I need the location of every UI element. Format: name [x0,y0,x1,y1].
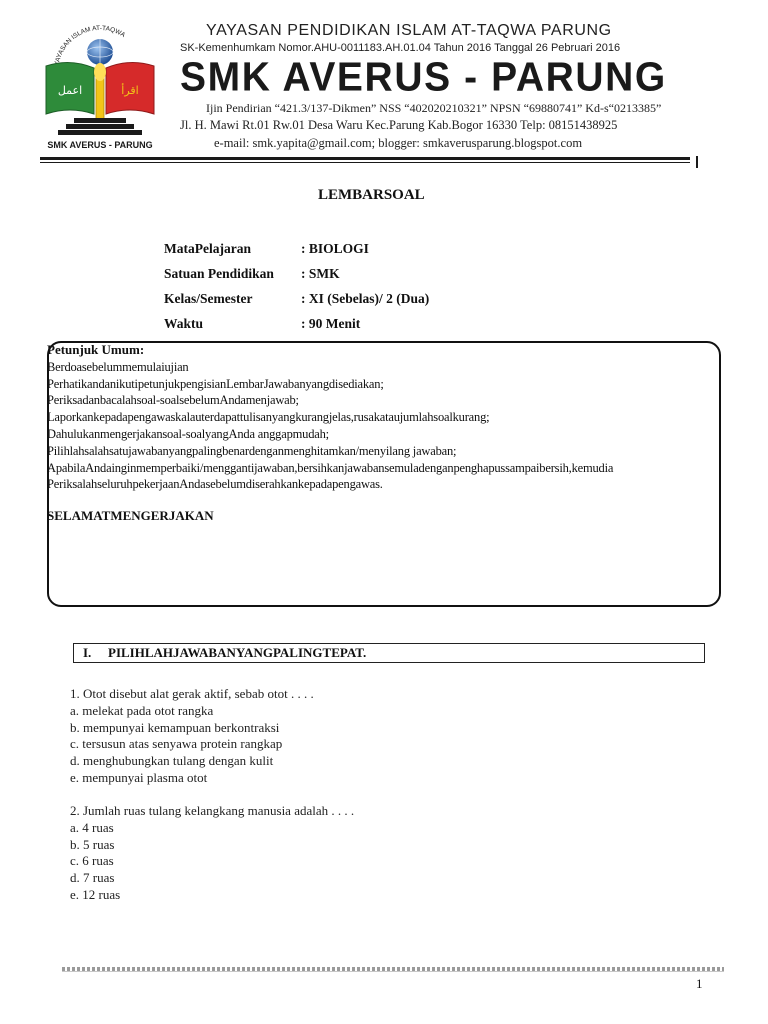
answer-option-b: b. mempunyai kemampuan berkontraksi [70,719,280,735]
question-2 [70,803,354,904]
question-stem: 1. Otot disebut alat gerak aktif, sebab otot . . . . [70,686,314,701]
answer-option-c: c. tersusun atas senyawa protein rangkap [70,736,283,752]
info-label-time: Waktu [164,316,204,331]
logo-right-book-text: اقرأ [121,84,139,97]
instructions-text [47,342,768,493]
instruction-line: Dahulukanmengerjakansoal-soalyangAnda anggapmudah; [47,426,329,441]
question-1 [70,686,314,787]
instructions-closing: SELAMATMENGERJAKAN [47,508,214,523]
answer-option-a: a. melekat pada otot rangka [70,702,214,718]
instruction-line: Laporkankepadapengawaskalauterdapattulisanyangkurangjelas,rusakataujumlahsoalkurang; [47,410,490,425]
answer-option-b: b. 5 ruas [70,836,115,852]
instruction-line: Berdoasebelummemulaiujian [47,359,189,374]
school-logo-graphic [36,22,164,152]
letterhead-divider-thin [40,162,690,163]
instructions-heading: Petunjuk Umum: [47,342,145,357]
info-value-subject: : BIOLOGI [301,241,369,256]
instruction-line: PeriksalahseluruhpekerjaanAndasebelumdiserahkankepadapengawas. [47,477,383,492]
address-line: Jl. H. Mawi Rt.01 Rw.01 Desa Waru Kec.Parung Kab.Bogor 16330 Telp: 08151438925 [180,118,618,132]
answer-option-d: d. menghubungkan tulang dengan kulit [70,753,274,769]
letterhead-divider-tick [696,156,698,168]
school-logo [36,22,164,152]
answer-option-a: a. 4 ruas [70,819,114,835]
section-title: PILIHLAHJAWABANYANGPALINGTEPAT. [108,645,367,660]
school-name: SMK AVERUS - PARUNG [180,54,667,101]
answer-option-c: c. 6 ruas [70,853,114,869]
info-value-unit: : SMK [301,266,340,281]
page-number: 1 [696,976,703,991]
foundation-name: YAYASAN PENDIDIKAN ISLAM AT-TAQWA PARUNG [206,22,612,39]
logo-caption: SMK AVERUS - PARUNG [47,140,153,150]
letterhead-divider [40,157,690,160]
answer-option-e: e. 12 ruas [70,886,121,902]
logo-left-book-text: اعمل [57,84,83,97]
footer-divider-thin [62,971,724,972]
page-title: LEMBARSOAL [318,187,425,203]
contact-line: e-mail: smk.yapita@gmail.com; blogger: smkaverusparung.blogspot.com [214,136,583,150]
decree-line: SK-Kemenhumkam Nomor.AHU-0011183.AH.01.04 Tahun 2016 Tanggal 26 Pebruari 2016 [180,42,621,54]
question-stem: 2. Jumlah ruas tulang kelangkang manusia adalah . . . . [70,803,355,818]
instruction-line: PerhatikandanikutipetunjukpengisianLembarJawabanyangdisediakan; [47,376,384,391]
info-label-subject: MataPelajaran [164,241,251,256]
section-header [73,643,705,663]
answer-option-d: d. 7 ruas [70,870,115,886]
info-label-unit: Satuan Pendidikan [164,266,274,281]
info-value-time: : 90 Menit [301,316,361,331]
info-label-class: Kelas/Semester [164,291,253,306]
instruction-line: Pilihlahsalahsatujawabanyangpalingbenardenganmenghitamkan/menyilang jawaban; [47,443,457,458]
section-number: I. [83,645,92,660]
logo-arc-text: AYASAN ISLAM AT-TAQWA [54,24,127,63]
permit-line: Ijin Pendirian “421.3/137-Dikmen” NSS “402020210321” NPSN “69880741” Kd-s“0213385” [206,101,662,115]
stairs-icon [74,118,126,123]
instruction-line: Periksadanbacalahsoal-soalsebelumAndamenjawab; [47,393,299,408]
info-value-class: : XI (Sebelas)/ 2 (Dua) [301,291,430,306]
answer-option-e: e. mempunyai plasma otot [70,769,208,785]
instruction-line: ApabilaAndainginmemperbaiki/menggantijawaban,bersihkanjawabansemuladenganpenghapussampaibersih,kemudia [47,460,614,475]
